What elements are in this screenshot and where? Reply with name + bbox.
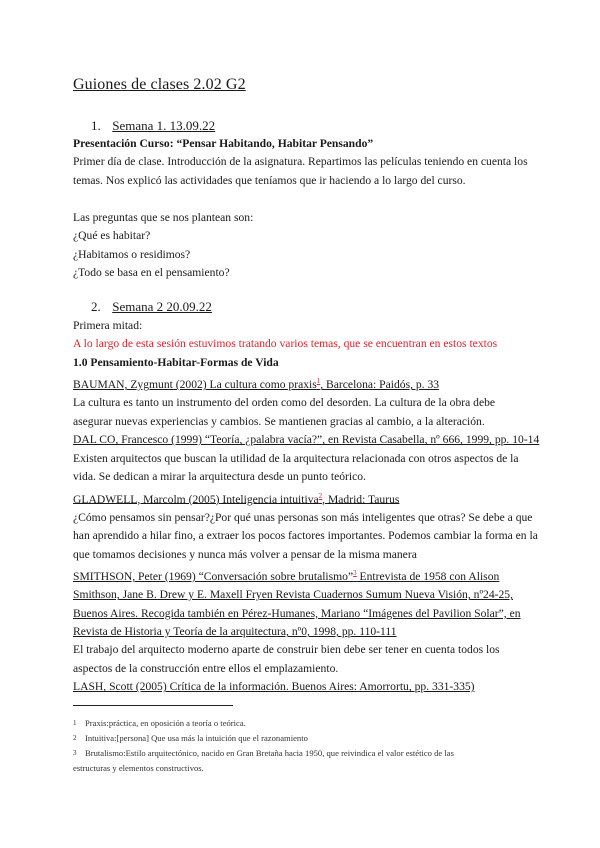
question-item: ¿Habitamos o residimos? xyxy=(73,247,191,261)
footnote-3-continuation: estructuras y elementos constructivos. xyxy=(73,763,204,773)
course-presentation-title: Presentación Curso: “Pensar Habitando, Habitar Pensando” xyxy=(73,137,374,150)
reference-gladwell-note-l3: que tomamos decisiones y nunca más volver a pensar de la misma manera xyxy=(73,547,417,561)
section-2-title: Semana 2 20.09.22 xyxy=(112,299,212,314)
topic-subheading: 1.0 Pensamiento-Habitar-Formas de Vida xyxy=(73,355,279,369)
question-item: ¿Todo se basa en el pensamiento? xyxy=(73,266,230,280)
question-item: ¿Qué es habitar? xyxy=(73,229,151,243)
section-1-number: 1. xyxy=(91,118,101,133)
reference-bauman-note-l2: asegurar nuevas experiencias y cambios. Se mantienen gracias al cambio, a la alteración. xyxy=(73,414,485,428)
footnote-2: 2 Intuitiva:[persona] Que usa más la intuición que el razonamiento xyxy=(73,733,308,743)
footnote-ref-3[interactable]: 3 xyxy=(353,569,357,577)
questions-intro: Las preguntas que se nos plantean son: xyxy=(73,211,254,224)
reference-dalco-note-l1: Existen arquitectos que buscan la utilidad de la arquitectura relacionada con otros aspectos de la xyxy=(73,451,519,465)
reference-dalco-note-l2: vida. Se dedican a mirar la arquitectura desde un punto teórico. xyxy=(73,470,366,484)
reference-gladwell-note-l1: ¿Cómo pensamos sin pensar?¿Por qué unas personas son más inteligentes que otras? Se debe a que xyxy=(73,510,533,524)
footnotes xyxy=(73,716,529,776)
reference-gladwell: GLADWELL, Marcolm (2005) Inteligencia intuitiva$^2$, Madrid: Taurus xyxy=(73,491,400,506)
first-half-label: Primera mitad: xyxy=(73,319,143,332)
reference-smithson-note-l1: El trabajo del arquitecto moderno aparte de construir bien debe ser tener en cuenta todos los xyxy=(73,643,500,657)
reference-lash: LASH, Scott (2005) Crítica de la información. Buenos Aires: Amorrortu, pp. 331-335) xyxy=(73,680,475,694)
intro-line-1: Primer día de clase. Introducción de la asignatura. Repartimos las películas teniendo en cuenta los xyxy=(73,155,528,169)
session-note: A lo largo de esta sesión estuvimos tratando varios temas, que se encuentran en estos textos xyxy=(73,337,498,351)
reference-dalco: DAL CO, Francesco (1999) “Teoría, ¿palabra vacía?”, en Revista Casabella, nº 666, 1999, pp. 10-14 xyxy=(73,433,540,447)
footnote-3: 3 Brutalismo:Estilo arquitectónico, nacido en Gran Bretaña hacia 1950, que reivindica el valor estético de las xyxy=(73,748,454,758)
section-2-number: 2. xyxy=(91,299,101,314)
section-1-title: Semana 1. 13.09.22 xyxy=(112,118,216,133)
reference-smithson-note-l2: aspectos de la construcción entre ellos el emplazamiento. xyxy=(73,661,339,675)
footnote-ref-2[interactable]: 2 xyxy=(318,491,323,500)
reference-smithson-l4: Revista de Historia y Teoría de la arquitectura, nº0, 1998, pp. 110-111 xyxy=(73,625,397,639)
reference-smithson-l2: Smithson, Jane B. Drew y E. Maxell Fryen Revista Cuadernos Sumum Nueva Visión, nº24-25, xyxy=(73,588,513,602)
reference-bauman: BAUMAN, Zygmunt (2002) La cultura como praxis$^1$, Barcelona: Paidós, p. 33 xyxy=(73,377,440,392)
footnote-1: 1 Praxis:práctica, en oposición a teoría o teórica. xyxy=(73,718,246,728)
document-title: Guiones de clases 2.02 G2 xyxy=(73,76,246,93)
reference-smithson: SMITHSON, Peter (1969) “Conversación sobre brutalismo”$^3$ Entrevista de 1958 con Alison xyxy=(73,569,500,583)
section-2-heading xyxy=(91,299,212,315)
intro-line-2: temas. Nos explicó las actividades que teníamos que ir haciendo a lo largo del curso. xyxy=(73,173,466,187)
reference-gladwell-note-l2: han aprendido a hilar fino, a extraer los pocos factores importantes. Podemos cambiar la forma en la xyxy=(73,529,538,543)
reference-smithson-l3: Buenos Aires. Recogida también en Pérez-Humanes, Mariano “Imágenes del Pavilion Solar”, en xyxy=(73,606,521,620)
reference-bauman-note-l1: La cultura es tanto un instrumento del orden como del desorden. La cultura de la obra debe xyxy=(73,396,496,410)
section-1-heading xyxy=(91,118,215,134)
section-2-body xyxy=(73,317,540,697)
section-1-body xyxy=(73,135,529,190)
footnote-divider xyxy=(73,705,233,706)
footnote-ref-1[interactable]: 1 xyxy=(316,377,321,386)
questions-block xyxy=(73,209,529,283)
